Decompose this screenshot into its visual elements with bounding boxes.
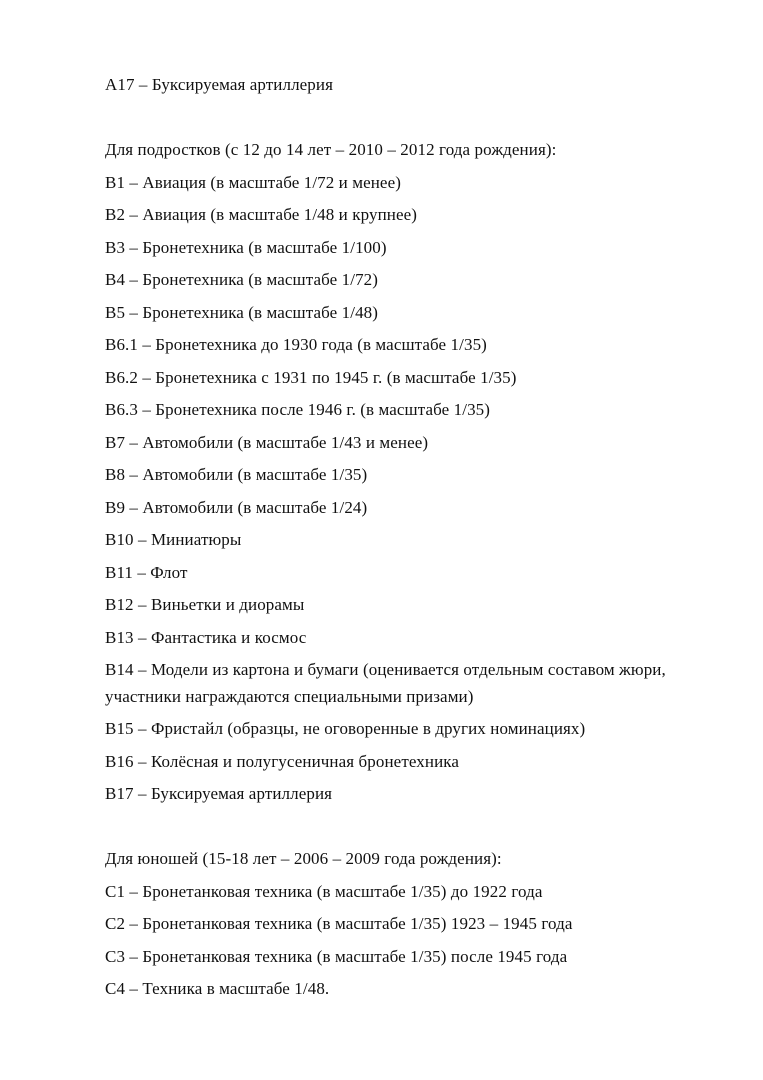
text-block [105,72,699,1009]
section-heading-youth: Для юношей (15-18 лет – 2006 – 2009 года рождения): [105,849,502,868]
category-item-c4: С4 – Техника в масштабе 1/48. [105,979,330,998]
category-item-c3: С3 – Бронетанковая техника (в масштабе 1/35) после 1945 года [105,946,568,966]
category-item-b6-2: В6.2 – Бронетехника с 1931 по 1945 г. (в масштабе 1/35) [105,367,517,387]
category-item-b1: В1 – Авиация (в масштабе 1/72 и менее) [105,172,401,192]
category-item-b5: В5 – Бронетехника (в масштабе 1/48) [105,302,379,322]
category-item-b11: В11 – Флот [105,562,188,582]
blank-line [105,814,699,841]
category-item-b15: В15 – Фристайл (образцы, не оговоренные в других номинациях) [105,719,586,738]
category-item-b6-1: В6.1 – Бронетехника до 1930 года (в масштабе 1/35) [105,335,487,354]
category-item-b2: В2 – Авиация (в масштабе 1/48 и крупнее) [105,205,418,224]
category-item-b14: В14 – Модели из картона и бумаги (оценивается отдельным составом жюри, участники награждаются специальными призами) [105,660,666,706]
category-item-b9: В9 – Автомобили (в масштабе 1/24) [105,497,368,517]
category-item-a17: А17 – Буксируемая артиллерия [105,75,334,94]
category-item-b4: В4 – Бронетехника (в масштабе 1/72) [105,270,379,289]
category-item-b8: В8 – Автомобили (в масштабе 1/35) [105,465,368,484]
category-item-b16: В16 – Колёсная и полугусеничная бронетехника [105,751,460,771]
blank-line [105,105,699,132]
category-item-b12: В12 – Виньетки и диорамы [105,595,305,614]
section-heading-teens: Для подростков (с 12 до 14 лет – 2010 – 2012 года рождения): [105,140,557,159]
category-item-b6-3: В6.3 – Бронетехника после 1946 г. (в масштабе 1/35) [105,400,491,419]
category-item-b13: В13 – Фантастика и космос [105,627,307,647]
category-item-b17: В17 – Буксируемая артиллерия [105,784,333,803]
category-item-c1: С1 – Бронетанковая техника (в масштабе 1/35) до 1922 года [105,881,543,901]
category-item-b10: В10 – Миниатюры [105,530,242,549]
category-item-c2: С2 – Бронетанковая техника (в масштабе 1/35) 1923 – 1945 года [105,914,573,933]
category-item-b7: В7 – Автомобили (в масштабе 1/43 и менее) [105,432,429,452]
category-item-b3: В3 – Бронетехника (в масштабе 1/100) [105,237,387,257]
